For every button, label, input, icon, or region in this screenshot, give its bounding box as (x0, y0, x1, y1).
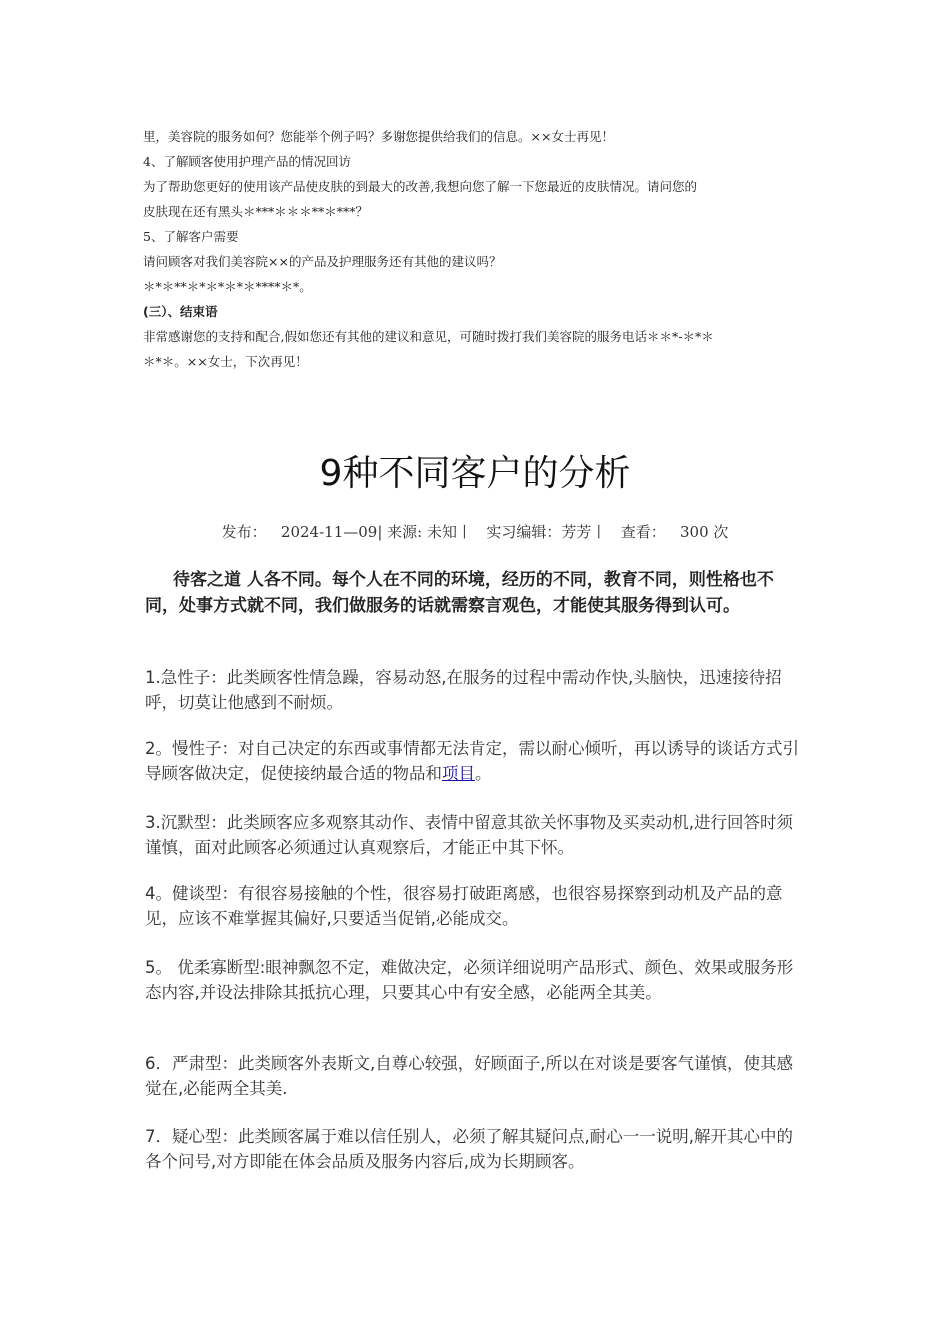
text-line: 请问顾客对我们美容院××的产品及护理服务还有其他的建议吗？ (143, 254, 502, 269)
paragraph-3: 3.沉默型：此类顾客应多观察其动作、表情中留意其欲关怀事物及买卖动机,进行回答时须谨慎，面对此顾客必须通过认真观察后，才能正中其下怀。 (145, 813, 793, 857)
section-heading: 4、了解顾客使用护理产品的情况回访 (143, 154, 351, 169)
views-label: 查看： (620, 523, 666, 541)
paragraph-2-text: 2。慢性子：对自己决定的东西或事情都无法肯定，需以耐心倾听，再以诱导的谈话方式引导顾客做决定，促使接纳最合适的物品和 (145, 739, 799, 783)
section-heading-closing: (三）、结束语 (143, 304, 218, 319)
source-value: 未知丨 (427, 523, 473, 541)
views-value: 300 次 (680, 523, 729, 541)
paragraph-2 (145, 736, 805, 786)
article-meta (0, 518, 950, 546)
text-line: ＊*＊**＊*＊*＊*＊****＊*。 (143, 279, 312, 294)
paragraph-2-end: 。 (475, 764, 492, 783)
text-line: 为了帮助您更好的使用该产品使皮肤的到最大的改善,我想向您了解一下您最近的皮肤情况。请问您的 (143, 179, 697, 194)
source-label: 来源: (387, 523, 423, 541)
article-title: 9种不同客户的分析 (319, 453, 631, 494)
text-line: 里，美容院的服务如何？您能举个例子吗？多谢您提供给我们的信息。××女士再见！ (143, 129, 614, 144)
published-label: 发布： (221, 523, 267, 541)
text-line: 皮肤现在还有黑头＊***＊＊＊**＊***？ (143, 204, 369, 219)
paragraph-4: 4。健谈型：有很容易接触的个性，很容易打破距离感，也很容易探察到动机及产品的意见，应该不难掌握其偏好,只要适当促销,必能成交。 (145, 884, 783, 928)
project-link[interactable]: 项目 (442, 764, 475, 783)
editor-label: 实习编辑： (486, 523, 562, 541)
paragraph-6: 6．严肃型：此类顾客外表斯文,自尊心较强，好顾面子,所以在对谈是要客气谨慎，使其感觉在,必能两全其美. (145, 1054, 793, 1098)
editor-value: 芳芳丨 (561, 523, 607, 541)
text-line: ＊*＊。××女士，下次再见！ (143, 354, 308, 369)
published-date: 2024-11—09| (280, 523, 383, 541)
paragraph-1: 1.急性子：此类顾客性情急躁，容易动怒,在服务的过程中需动作快,头脑快，迅速接待招呼，切莫让他感到不耐烦。 (145, 668, 782, 712)
paragraph-5: 5。 优柔寡断型:眼神飘忽不定，难做决定，必须详细说明产品形式、颜色、效果或服务形态内容,并设法排除其抵抗心理，只要其心中有安全感，必能两全其美。 (145, 958, 794, 1002)
text-line: 非常感谢您的支持和配合,假如您还有其他的建议和意见，可随时拨打我们美容院的服务电话＊＊*-＊*＊ (143, 329, 714, 344)
paragraph-7: 7．疑心型：此类顾客属于难以信任别人，必须了解其疑问点,耐心一一说明,解开其心中的各个问号,对方即能在体会品质及服务内容后,成为长期顾客。 (145, 1127, 793, 1171)
lead-paragraph: 待客之道 人各不同。每个人在不同的环境，经历的不同，教育不同，则性格也不同，处事方式就不同，我们做服务的话就需察言观色，才能使其服务得到认可。 (145, 570, 774, 616)
section-heading: 5、了解客户需要 (143, 229, 239, 244)
